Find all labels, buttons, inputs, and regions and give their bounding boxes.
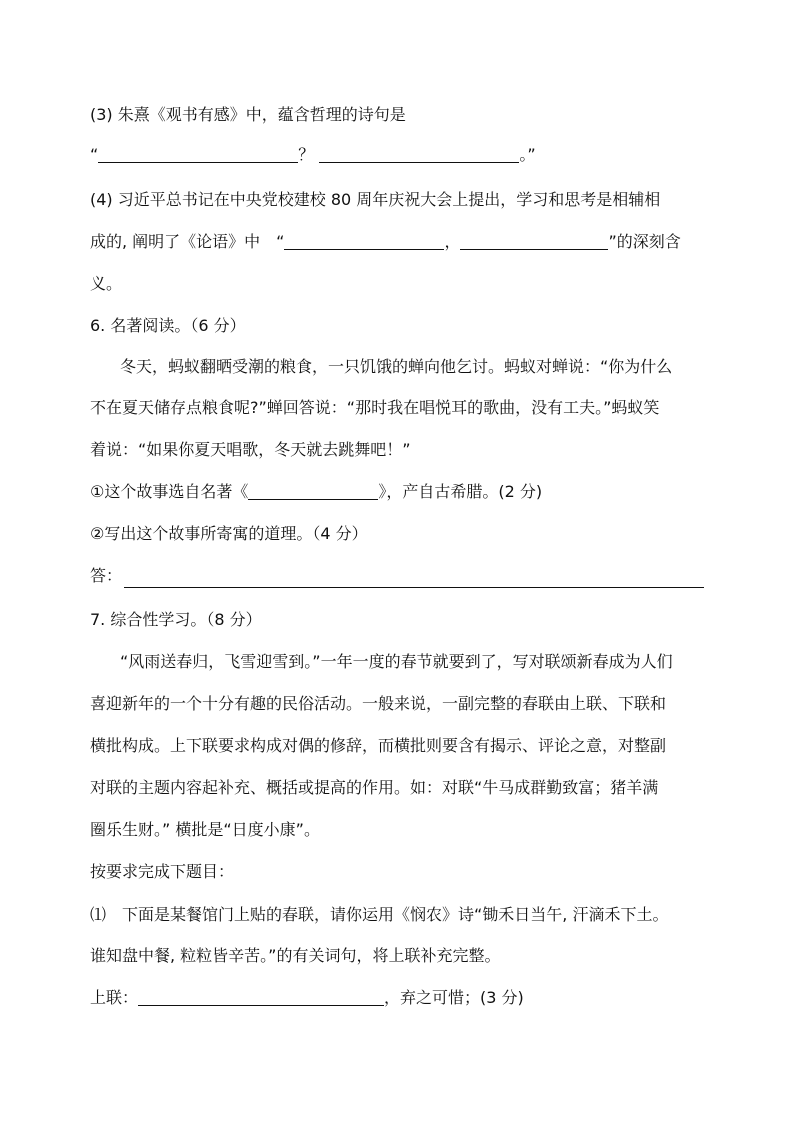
q6-sub1-b: 》，产自古希腊。(2 分) — [378, 482, 543, 501]
q6-sub1-a: ①这个故事选自名著《 — [90, 482, 249, 501]
q4-line3-text: 义。 — [90, 274, 123, 293]
q6-passage-line1 — [120, 357, 672, 377]
q7-p2: 喜迎新年的一个十分有趣的民俗活动。一般来说，一副完整的春联由上联、下联和 — [90, 694, 667, 713]
q7-sub1-line2-text: 谁知盘中餐, 粒粒皆辛苦。”的有关词句，将上联补充完整。 — [90, 946, 501, 965]
q6-p3: 着说：“如果你夏天唱歌，冬天就去跳舞吧！” — [90, 440, 411, 459]
q7-instruction-text: 按要求完成下题目： — [90, 862, 235, 881]
q7-p1: “风雨送春归，飞雪迎雪到。”一年一度的春节就要到了，写对联颂新春成为人们 — [120, 652, 673, 671]
q4-line2 — [90, 232, 681, 252]
q3-prefix: (3) 朱熹《观书有感》中，蕴含哲理的诗句是 — [90, 105, 406, 124]
q7-passage-line2 — [90, 694, 666, 714]
q4-line1 — [90, 190, 660, 210]
q7-passage-line5 — [90, 820, 320, 840]
q7-upper-blank[interactable] — [138, 989, 384, 1006]
q3-answer-row — [90, 145, 536, 165]
q6-passage-line2 — [90, 398, 659, 418]
q6-p1: 冬天，蚂蚁翻晒受潮的粮食，一只饥饿的蝉向他乞讨。蚂蚁对蝉说：“你为什么 — [120, 357, 673, 376]
q3-open-quote: “ — [90, 145, 99, 164]
q6-answer-label — [90, 566, 122, 586]
q7-sub1-line2 — [90, 946, 500, 966]
q6-sub1 — [90, 482, 542, 502]
q7-title — [90, 610, 262, 630]
q6-title-text: 6. 名著阅读。（6 分） — [90, 316, 246, 335]
q7-passage-line1 — [120, 652, 673, 672]
q6-answer-line[interactable] — [124, 587, 704, 588]
q7-upper-couplet — [90, 988, 524, 1008]
q7-passage-line3 — [90, 736, 666, 756]
q6-p2: 不在夏天储存点粮食呢?”蝉回答说：“那时我在唱悦耳的歌曲，没有工夫。”蚂蚁笑 — [90, 398, 660, 417]
q4-line1-text: (4) 习近平总书记在中央党校建校 80 周年庆祝大会上提出，学习和思考是相辅相 — [90, 190, 661, 209]
q7-p5: 圈乐生财。” 横批是“日度小康”。 — [90, 820, 320, 839]
q7-upper-tail: ，弃之可惜；(3 分) — [384, 988, 524, 1007]
q7-upper-label: 上联： — [90, 988, 139, 1007]
q3-prompt — [90, 105, 406, 125]
q3-mid: ？ — [298, 145, 315, 164]
q3-close: 。” — [519, 145, 536, 164]
q6-passage-line3 — [90, 440, 411, 460]
q6-book-blank[interactable] — [248, 483, 378, 500]
q6-title — [90, 316, 246, 336]
q4-line2-a: 成的, 阐明了《论语》中 “ — [90, 232, 285, 251]
q7-passage-line4 — [90, 778, 658, 798]
q7-instruction — [90, 862, 234, 882]
q7-sub1-line1-text: ⑴ 下面是某餐馆门上贴的春联，请你运用《悯农》诗“锄禾日当午, 汗滴禾下土。 — [90, 905, 669, 924]
q7-p3: 横批构成。上下联要求构成对偶的修辞，而横批则要含有揭示、评论之意，对整副 — [90, 736, 667, 755]
q4-line3 — [90, 274, 122, 294]
q4-blank-1[interactable] — [284, 233, 444, 250]
q6-sub2-text: ②写出这个故事所寄寓的道理。（4 分） — [90, 524, 368, 543]
q3-blank-1[interactable] — [98, 146, 298, 163]
q7-sub1-line1 — [90, 905, 668, 925]
q6-sub2 — [90, 524, 368, 544]
q3-blank-2[interactable] — [319, 146, 519, 163]
q7-p4: 对联的主题内容起补充、概括或提高的作用。如：对联“牛马成群勤致富；猪羊满 — [90, 778, 659, 797]
q7-title-text: 7. 综合性学习。（8 分） — [90, 610, 262, 629]
q4-blank-2[interactable] — [460, 233, 608, 250]
q6-answer-label-text: 答： — [90, 566, 123, 585]
q4-line2-b: ”的深刻含 — [608, 232, 681, 251]
q4-line2-sep: ， — [444, 232, 461, 251]
